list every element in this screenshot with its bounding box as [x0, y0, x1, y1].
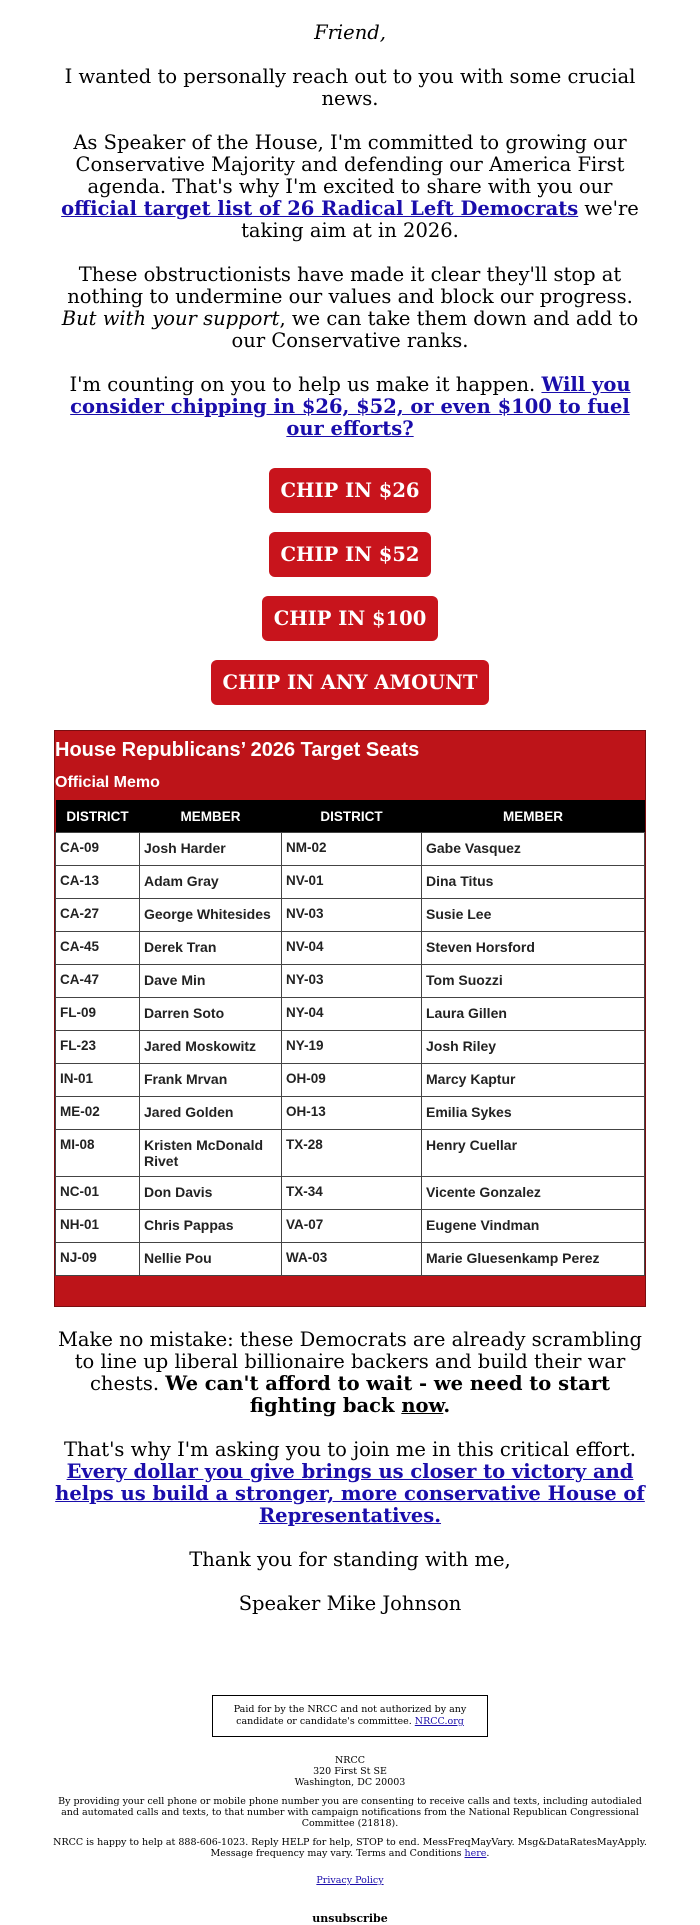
district-cell: NV-04 [282, 932, 422, 965]
memo-footer-bar [55, 1276, 645, 1306]
paid-for-disclaimer: Paid for by the NRCC and not authorized by any candidate or candidate's committee. NRCC.org [212, 1695, 488, 1737]
table-row [56, 1097, 645, 1130]
privacy-section [50, 1875, 650, 1886]
consent-text: By providing your cell phone or mobile phone number you are consenting to receive calls and texts, including autodialed and automated calls and texts, to that number with campaign notifications from the National Republican Congressional Committee (21818). [58, 1796, 642, 1829]
table-row [56, 1130, 645, 1177]
ask-paragraph: I'm counting on you to help us make it happen. Will you consider chipping in $26, $52, or even $100 to fuel our efforts? [69, 373, 631, 440]
help-text: NRCC is happy to help at 888-606-1023. Reply HELP for help, STOP to end. MessFreqMayVary. Msg&DataRatesMayApply. Message frequency may vary. Terms and Conditions here. [53, 1837, 647, 1859]
member-cell: Gabe Vasquez [422, 833, 645, 866]
district-cell: CA-27 [56, 899, 140, 932]
district-cell: VA-07 [282, 1210, 422, 1243]
chip-in-100-button[interactable]: CHIP IN $100 [262, 596, 439, 641]
district-cell: ME-02 [56, 1097, 140, 1130]
table-row [56, 965, 645, 998]
member-cell: Marie Gluesenkamp Perez [422, 1243, 645, 1276]
table-row [56, 866, 645, 899]
privacy-policy-link[interactable]: Privacy Policy [316, 1875, 384, 1886]
member-cell: Derek Tran [140, 932, 282, 965]
unsubscribe-link[interactable]: unsubscribe [312, 1912, 388, 1925]
member-cell: Vicente Gonzalez [422, 1177, 645, 1210]
member-cell: Eugene Vindman [422, 1210, 645, 1243]
signature: Speaker Mike Johnson [238, 1592, 462, 1615]
member-cell: George Whitesides [140, 899, 282, 932]
member-cell: Frank Mrvan [140, 1064, 282, 1097]
district-cell: OH-09 [282, 1064, 422, 1097]
chip-in-any-amount-button[interactable]: CHIP IN ANY AMOUNT [211, 660, 490, 705]
member-cell: Darren Soto [140, 998, 282, 1031]
member-cell: Steven Horsford [422, 932, 645, 965]
member-cell: Emilia Sykes [422, 1097, 645, 1130]
member-cell: Kristen McDonald Rivet [140, 1130, 282, 1177]
chip-in-52-button[interactable]: CHIP IN $52 [269, 532, 432, 577]
member-cell: Josh Riley [422, 1031, 645, 1064]
member-cell: Jared Golden [140, 1097, 282, 1130]
district-cell: NY-04 [282, 998, 422, 1031]
member-cell: Jared Moskowitz [140, 1031, 282, 1064]
chip-in-ask-link[interactable]: Will you consider chipping in $26, $52, or even $100 to fuel our efforts? [70, 373, 631, 440]
table-header-row [56, 800, 645, 833]
member-cell: Josh Harder [140, 833, 282, 866]
donation-buttons [50, 468, 650, 724]
district-cell: IN-01 [56, 1064, 140, 1097]
district-header: DISTRICT [56, 800, 140, 833]
member-cell: Don Davis [140, 1177, 282, 1210]
table-row [56, 1210, 645, 1243]
district-cell: OH-13 [282, 1097, 422, 1130]
target-list-link[interactable]: official target list of 26 Radical Left Democrats [61, 197, 579, 220]
table-row [56, 1243, 645, 1276]
table-row [56, 1177, 645, 1210]
mailing-address: NRCC 320 First St SE Washington, DC 20003 [294, 1755, 406, 1788]
obstructionists-paragraph: These obstructionists have made it clear they'll stop at nothing to undermine our values and block our progress. But with your support, we can take them down and add to our Conservative ranks. [61, 263, 639, 352]
member-cell: Adam Gray [140, 866, 282, 899]
target-list-paragraph: As Speaker of the House, I'm committed to growing our Conservative Majority and defending our America First agenda. That's why I'm excited to share with you our official target list of 26 Radical Left Democrats we're taking aim at in 2026. [61, 131, 639, 242]
memo-subtitle: Official Memo [55, 774, 160, 791]
district-cell: TX-28 [282, 1130, 422, 1177]
memo-title: House Republicans’ 2026 Target Seats [55, 739, 420, 761]
table-row [56, 932, 645, 965]
district-cell: CA-13 [56, 866, 140, 899]
district-cell: NJ-09 [56, 1243, 140, 1276]
join-paragraph: That's why I'm asking you to join me in this critical effort. Every dollar you give brings us closer to victory and helps us build a stronger, more conservative House of Representatives. [55, 1438, 645, 1527]
terms-link[interactable]: here [464, 1848, 487, 1859]
district-cell: CA-45 [56, 932, 140, 965]
table-row [56, 998, 645, 1031]
district-cell: NV-03 [282, 899, 422, 932]
district-cell: NY-03 [282, 965, 422, 998]
target-seats-memo [54, 730, 646, 1307]
district-cell: NM-02 [282, 833, 422, 866]
member-cell: Dina Titus [422, 866, 645, 899]
member-header: MEMBER [422, 800, 645, 833]
member-cell: Henry Cuellar [422, 1130, 645, 1177]
email-body [50, 0, 650, 724]
chip-in-26-button[interactable]: CHIP IN $26 [269, 468, 432, 513]
scrambling-paragraph: Make no mistake: these Democrats are already scrambling to line up liberal billionaire backers and build their war chests. We can't afford to wait - we need to start fighting back now. [57, 1328, 643, 1417]
district-cell: CA-47 [56, 965, 140, 998]
district-header: DISTRICT [282, 800, 422, 833]
member-cell: Marcy Kaptur [422, 1064, 645, 1097]
member-cell: Tom Suozzi [422, 965, 645, 998]
member-cell: Dave Min [140, 965, 282, 998]
district-cell: NH-01 [56, 1210, 140, 1243]
district-cell: WA-03 [282, 1243, 422, 1276]
district-cell: NY-19 [282, 1031, 422, 1064]
table-row [56, 899, 645, 932]
closing-line: Thank you for standing with me, [189, 1548, 511, 1571]
district-cell: NC-01 [56, 1177, 140, 1210]
target-seats-table [55, 800, 645, 1276]
district-cell: CA-09 [56, 833, 140, 866]
district-cell: NV-01 [282, 866, 422, 899]
member-cell: Nellie Pou [140, 1243, 282, 1276]
nrcc-link[interactable]: NRCC.org [414, 1716, 464, 1727]
district-cell: FL-23 [56, 1031, 140, 1064]
every-dollar-link[interactable]: Every dollar you give brings us closer to victory and helps us build a stronger, more conservative House of Representatives. [55, 1460, 645, 1527]
intro-paragraph: I wanted to personally reach out to you with some crucial news. [64, 65, 636, 110]
table-row [56, 833, 645, 866]
member-header: MEMBER [140, 800, 282, 833]
member-cell: Susie Lee [422, 899, 645, 932]
district-cell: FL-09 [56, 998, 140, 1031]
table-row [56, 1064, 645, 1097]
greeting: Friend, [314, 21, 386, 44]
member-cell: Laura Gillen [422, 998, 645, 1031]
district-cell: MI-08 [56, 1130, 140, 1177]
district-cell: TX-34 [282, 1177, 422, 1210]
table-row [56, 1031, 645, 1064]
member-cell: Chris Pappas [140, 1210, 282, 1243]
